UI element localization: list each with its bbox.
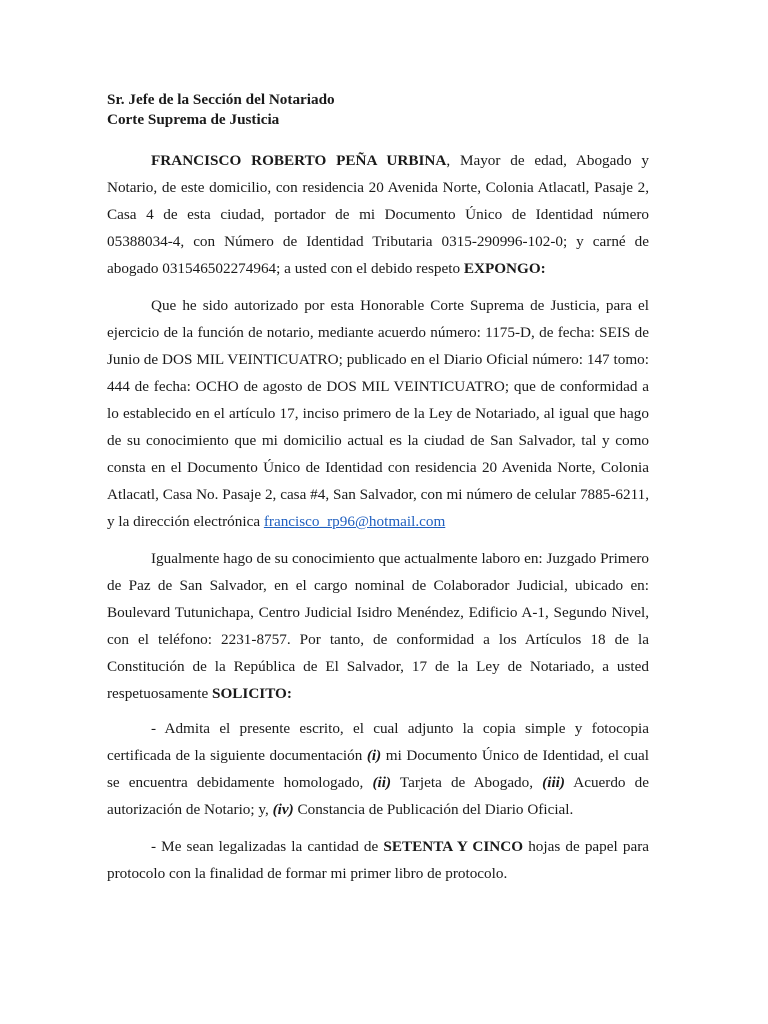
sheets-text-a: - Me sean legalizadas la cantidad de — [151, 838, 384, 855]
paragraph-employment — [107, 545, 649, 707]
authorization-text: Que he sido autorizado por esta Honorable Corte Suprema de Justicia, para el ejercicio de la función de notario, mediante acuerdo número: 1175-D, de fecha: SEIS de Junio de DOS MIL VEINTICUATRO; publicado en el Diario Oficial número: 147 tomo: 444 de fecha: OCHO de agosto de DOS MIL VEINTICUATRO; que de conformidad a lo establecido en el artículo 17, inciso primero de la Ley de Notariado, al igual que hago de su conocimiento que mi domicilio actual es la ciudad de San Salvador, tal y como consta en el Documento Único de Identidad con residencia 20 Avenida Norte, Colonia Atlacatl, Casa No. Pasaje 2, casa #4, San Salvador, con mi número de celular 7885-6211, y la dirección electrónica — [107, 297, 649, 530]
paragraph-request-documents — [107, 715, 649, 823]
paragraph-authorization — [107, 292, 649, 535]
applicant-name: FRANCISCO ROBERTO PEÑA URBINA — [151, 152, 447, 169]
request-text-e: Constancia de Publicación del Diario Oficial. — [293, 801, 574, 818]
list-marker-ii: (ii) — [372, 774, 392, 791]
paragraph-identification — [107, 147, 649, 282]
identification-text: , Mayor de edad, Abogado y Notario, de este domicilio, con residencia 20 Avenida Norte, Colonia Atlacatl, Pasaje 2, Casa 4 de esta ciudad, portador de mi Documento Único de Identidad número 05388034-4, con Número de Identidad Tributaria 0315-290996-102-0; y carné de abogado 031546502274964; a usted con el debido respeto — [107, 152, 649, 277]
request-text-b: mi Documento Único de Identidad, el cual se encuentra debidamente homologado, — [107, 747, 650, 791]
employment-text: Igualmente hago de su conocimiento que actualmente laboro en: Juzgado Primero de Paz de San Salvador, en el cargo nominal de Colaborador Judicial, ubicado en: Boulevard Tutunichapa, Centro Judicial Isidro Menéndez, Edificio A-1, Segundo Nivel, con el teléfono: 2231-8757. Por tanto, de conformidad a los Artículos 18 de la Constitución de la República de El Salvador, 17 de la Ley de Notariado, a usted respetuosamente — [107, 550, 649, 702]
addressee-title: Sr. Jefe de la Sección del Notariado — [107, 91, 335, 108]
paragraph-request-sheets — [107, 833, 649, 887]
list-marker-i: (i) — [366, 747, 382, 764]
addressee-block — [107, 90, 649, 130]
sheets-text-b: hojas de papel para protocolo con la finalidad de formar mi primer libro de protocolo. — [107, 838, 649, 882]
request-text-a: - Admita el presente escrito, el cual adjunto la copia simple y fotocopia certificada de la siguiente documentación — [107, 720, 649, 764]
request-text-c: Tarjeta de Abogado, — [391, 774, 543, 791]
document-page — [107, 90, 649, 887]
list-marker-iv: (iv) — [272, 801, 294, 818]
keyword-solicito: SOLICITO: — [212, 685, 292, 702]
addressee-institution: Corte Suprema de Justicia — [107, 111, 280, 128]
keyword-expongo: EXPONGO: — [463, 260, 546, 277]
email-link[interactable]: francisco_rp96@hotmail.com — [263, 513, 446, 530]
sheets-quantity: SETENTA Y CINCO — [383, 838, 524, 855]
list-marker-iii: (iii) — [542, 774, 565, 791]
request-text-d: Acuerdo de autorización de Notario; y, — [107, 774, 649, 818]
